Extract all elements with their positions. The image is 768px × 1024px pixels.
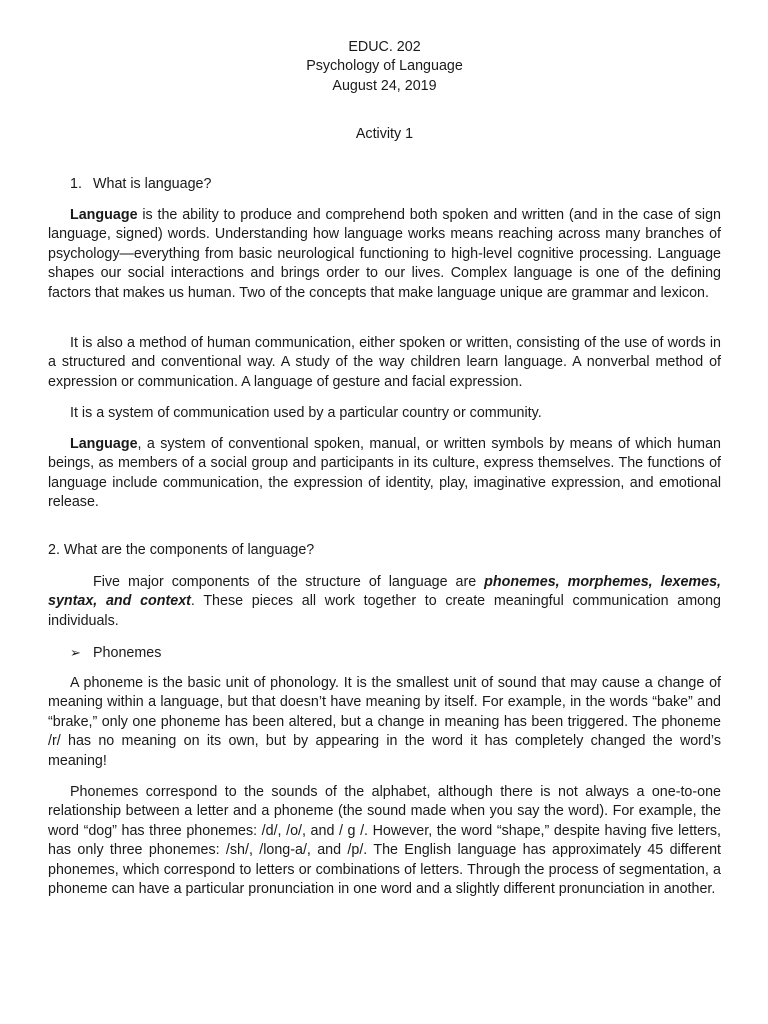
paragraph-5-lead: Five major components of the structure of language are [93,574,485,590]
paragraph-4 [48,435,721,513]
document-date: August 24, 2019 [332,77,437,94]
question-1 [70,175,743,194]
paragraph-5 [48,573,721,631]
paragraph-4-text: , a system of conventional spoken, manual, or written symbols by means of which human beings, as members of a social group and participants in its culture, express themselves. The functions of language include communication, the expression of identity, play, imaginative expression, and emotional release. [48,436,721,511]
paragraph-3 [48,404,721,423]
paragraph-2-text: It is also a method of human communication, either spoken or written, consisting of the use of words in a structured and conventional way. A study of the way children learn language. A nonverbal method of expression or communication. A language of gesture and facial expression. [48,335,721,390]
paragraph-1-term: Language [70,207,138,223]
paragraph-5-rest: . These pieces all work together to create meaningful communication among individuals. [48,593,721,629]
paragraph-6 [48,674,721,771]
course-subject: Psychology of Language [306,58,463,75]
activity-title: Activity 1 [355,126,414,142]
paragraph-6-text: A phoneme is the basic unit of phonology. It is the smallest unit of sound that may cause a change of meaning within a language, but that doesn’t have meaning by itself. For example, in the words “bake” and “brake,” only one phoneme has been altered, but a change in meaning has been triggered. The phoneme /r/ has no meaning on its own, but by appearing in the word it has completely changed the word’s meaning! [48,675,721,769]
bullet-label: Phonemes [93,645,162,661]
paragraph-7 [48,783,721,899]
paragraph-5-components: phonemes, morphemes, lexemes, syntax, and context [48,574,721,610]
question-2: 2. What are the components of language? [48,542,315,558]
paragraph-1-text: is the ability to produce and comprehend both spoken and written (and in the case of sign language, signed) words. Understanding how language works means reaching across many branches of psychology—everything from basic neurological functioning to high-level cognitive processing. Language shapes our social interactions and brings order to our lives. Complex language is one of the defining factors that makes us human. Two of the concepts that make language unique are grammar and lexicon. [48,207,721,301]
paragraph-1 [48,206,721,303]
bullet-phonemes [70,643,161,663]
document-header [48,38,721,96]
course-code: EDUC. 202 [348,39,421,55]
question-1-number: 1. [70,176,82,192]
paragraph-3-text: It is a system of communication used by a particular country or community. [70,405,542,421]
paragraph-2 [48,334,721,392]
question-1-text: What is language? [93,176,212,192]
paragraph-4-term: Language [70,436,138,452]
paragraph-7-text: Phonemes correspond to the sounds of the alphabet, although there is not always a one-to-one relationship between a letter and a phoneme (the sound made when you say the word). For example, the word “dog” has three phonemes: /d/, /o/, and / g /. However, the word “shape,” despite having five letters, has only three phonemes: /sh/, /long-a/, and /p/. The English language has approximately 45 different phonemes, which correspond to letters or combinations of letters. Through the process of segmentation, a phoneme can have a particular pronunciation in one word and a slightly different pronunciation in another. [48,784,721,898]
arrow-bullet-icon: ➢ [70,645,81,660]
